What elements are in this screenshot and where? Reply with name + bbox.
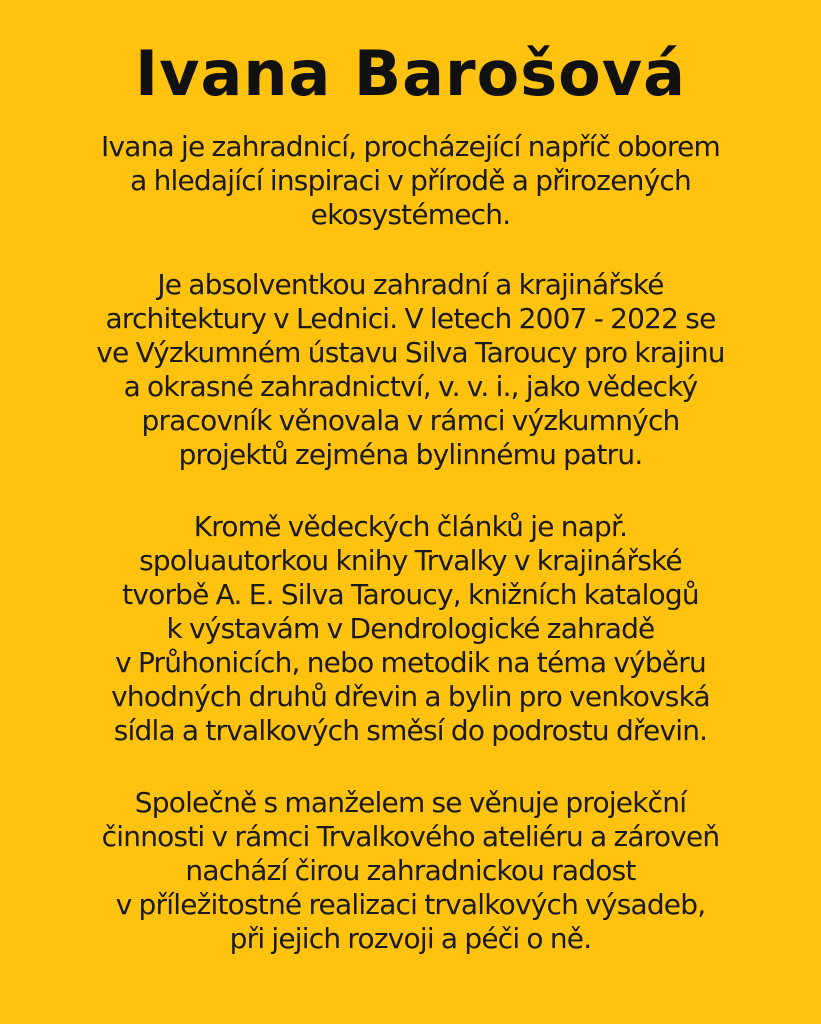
bio-paragraph-intro — [24, 130, 797, 232]
text-line: tvorbě A. E. Silva Taroucy, knižních katalogů — [122, 578, 699, 611]
text-line: k výstavám v Dendrologické zahradě — [166, 612, 655, 645]
text-line: nachází čirou zahradnickou radost — [185, 854, 636, 887]
text-line: činnosti v rámci Trvalkového ateliéru a zároveň — [101, 820, 720, 853]
text-line: projektů zejména bylinnému patru. — [178, 438, 643, 471]
text-line: v příležitostné realizaci trvalkových výsadeb, — [115, 888, 706, 921]
text-line: Společně s manželem se věnuje projekční — [134, 786, 687, 819]
bio-paragraph-education — [24, 268, 797, 472]
text-line: Ivana je zahradnicí, procházející napříč oborem — [101, 130, 720, 163]
text-line: pracovník věnovala v rámci výzkumných — [141, 404, 680, 437]
text-line: ve Výzkumném ústavu Silva Taroucy pro krajinu — [96, 336, 725, 369]
text-line: architektury v Lednici. V letech 2007 - 2022 se — [105, 302, 716, 335]
text-line: a hledající inspiraci v přírodě a přirozených — [130, 164, 691, 197]
bio-paragraph-studio — [24, 786, 797, 956]
text-line: a okrasné zahradnictví, v. v. i., jako vědecký — [123, 370, 698, 403]
text-line: sídla a trvalkových směsí do podrostu dřevin. — [113, 714, 708, 747]
text-line: spoluautorkou knihy Trvalky v krajinářské — [139, 544, 682, 577]
text-line: Je absolventkou zahradní a krajinářské — [157, 268, 664, 301]
text-line: vhodných druhů dřevin a bylin pro venkovská — [111, 680, 710, 713]
text-line: ekosystémech. — [310, 198, 511, 231]
text-line: Kromě vědeckých článků je např. — [193, 510, 628, 543]
text-line: v Průhonicích, nebo metodik na téma výběru — [115, 646, 706, 679]
bio-paragraph-publications — [24, 510, 797, 748]
text-line: při jejich rozvoji a péči o ně. — [229, 922, 592, 955]
page-title: Ivana Barošová — [135, 37, 686, 110]
